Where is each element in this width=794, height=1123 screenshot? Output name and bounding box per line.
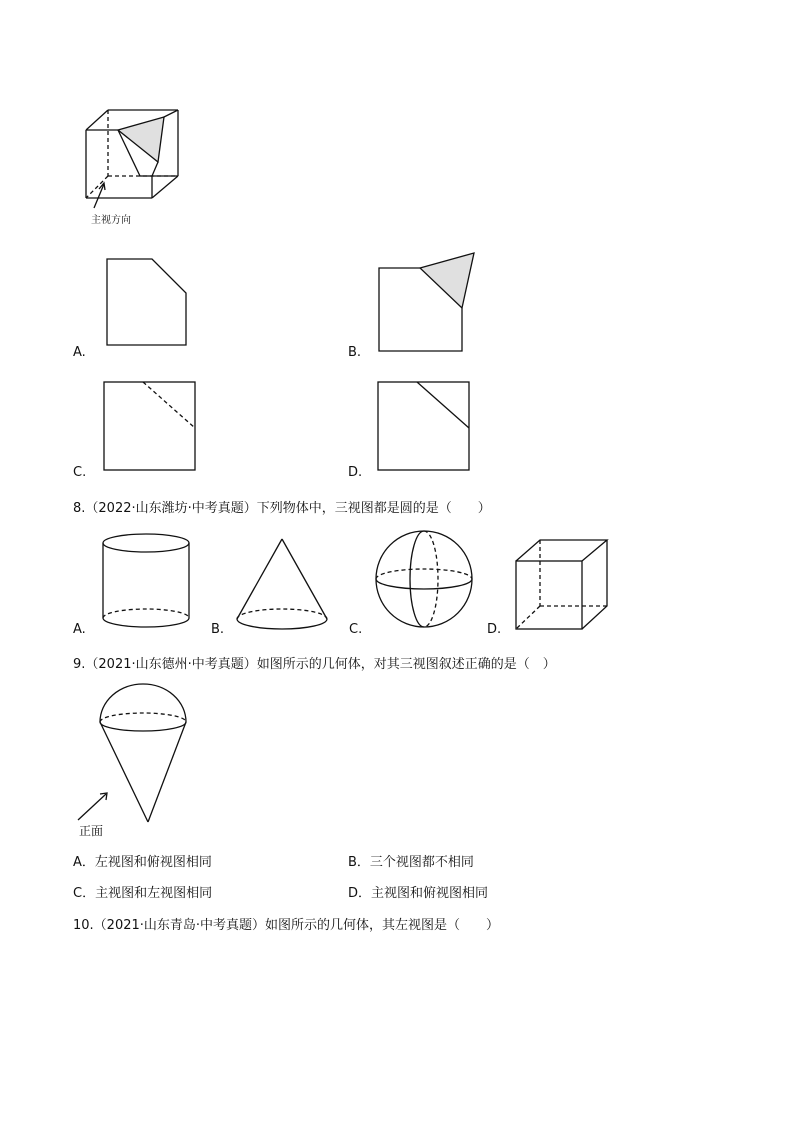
q9-hemisphere-cone-figure: [72, 682, 202, 832]
q8-option-d-cube[interactable]: [512, 536, 612, 634]
q9-stem: 9.（2021·山东德州·中考真题）如图所示的几何体，对其三视图叙述正确的是（ ）: [73, 657, 556, 672]
q8-option-c-letter[interactable]: C.: [349, 622, 363, 637]
q7-option-d-figure[interactable]: [374, 378, 474, 476]
q7-option-c-figure[interactable]: [100, 378, 200, 476]
q8-option-a-cylinder[interactable]: [100, 532, 195, 632]
q8-option-b-letter[interactable]: B.: [211, 622, 225, 637]
q7-solid-figure: [80, 100, 190, 210]
view-direction-label: 主视方向: [91, 215, 131, 226]
q7-option-a-letter[interactable]: A.: [73, 345, 86, 360]
q8-option-d-letter[interactable]: D.: [487, 622, 502, 637]
q7-option-b-figure[interactable]: [374, 248, 479, 356]
q7-option-c-letter[interactable]: C.: [73, 465, 87, 480]
q7-option-d-letter[interactable]: D.: [348, 465, 363, 480]
q8-option-b-cone[interactable]: [232, 535, 332, 633]
q9-option-b[interactable]: B．三个视图都不相同: [348, 855, 474, 870]
front-label: 正面: [79, 824, 104, 838]
q7-option-b-letter[interactable]: B.: [348, 345, 362, 360]
q8-stem: 8.（2022·山东潍坊·中考真题）下列物体中，三视图都是圆的是（ ）: [73, 501, 491, 516]
q9-option-d[interactable]: D．主视图和俯视图相同: [348, 886, 489, 901]
q9-option-a[interactable]: A．左视图和俯视图相同: [73, 855, 212, 870]
q8-option-a-letter[interactable]: A.: [73, 622, 86, 637]
q9-option-c[interactable]: C．主视图和左视图相同: [73, 886, 213, 901]
q7-option-a-figure[interactable]: [100, 255, 190, 350]
q8-option-c-sphere[interactable]: [372, 530, 476, 634]
q10-stem: 10.（2021·山东青岛·中考真题）如图所示的几何体，其左视图是（ ）: [73, 918, 500, 933]
